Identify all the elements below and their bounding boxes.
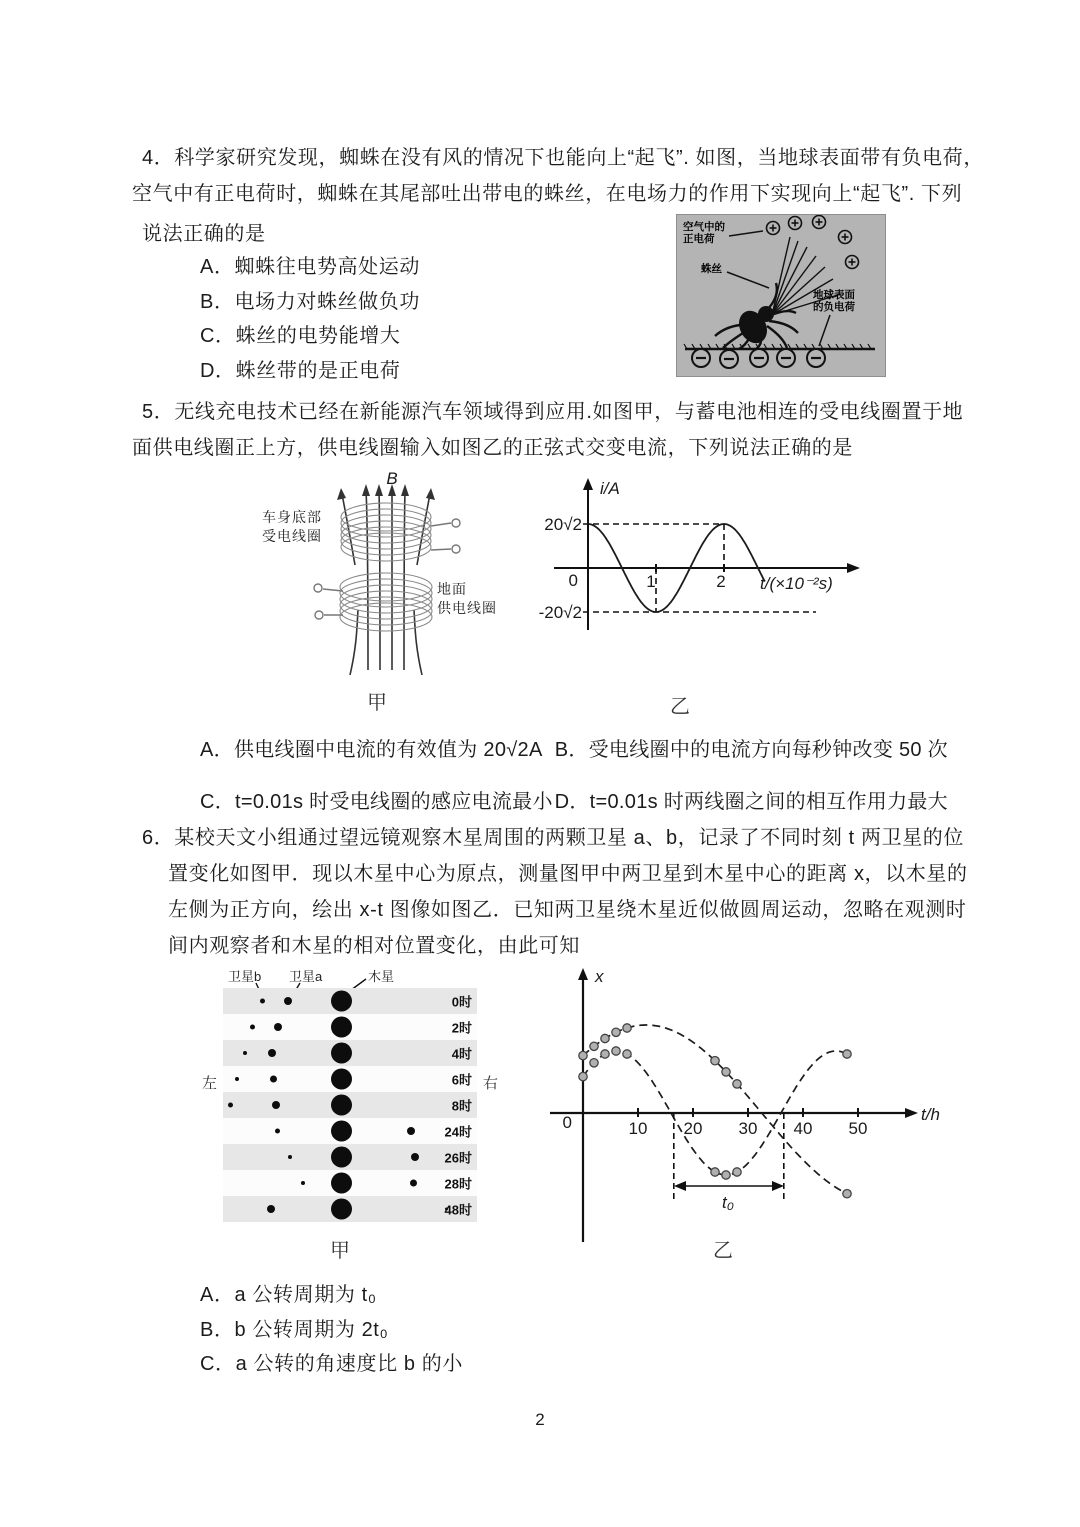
- option-b: B．b 公转周期为 2t₀: [200, 1318, 389, 1341]
- satellite-dot: [235, 1077, 239, 1081]
- time-label: 4时: [451, 1046, 472, 1062]
- observation-row: [223, 988, 477, 1014]
- y-axis-label: i/A: [600, 479, 620, 498]
- option-b: B．电场力对蛛丝做负功: [200, 290, 420, 313]
- observation-row: [223, 1144, 477, 1170]
- y-axis-arrow: [583, 478, 593, 490]
- data-point: [722, 1171, 730, 1179]
- x-axis-arrow: [847, 563, 860, 573]
- q6-figure-yi-caption: 乙: [713, 1240, 733, 1262]
- option-c: C．t=0.01s 时受电线圈的感应电流最小: [200, 791, 553, 813]
- satellite-dot: [250, 1025, 255, 1030]
- question-text-line: 说法正确的是: [142, 223, 266, 245]
- negative-charge-icon: [807, 349, 825, 367]
- x-tick-1: 1: [646, 572, 656, 591]
- jupiter-dot: [331, 1069, 352, 1090]
- satellite-dot: [270, 1076, 277, 1083]
- arrow-right: [772, 1181, 784, 1191]
- jupiter-dot: [331, 991, 352, 1012]
- observation-row: [223, 1092, 477, 1118]
- observation-row: [223, 1170, 477, 1196]
- observation-row: [223, 1118, 477, 1144]
- data-point: [590, 1042, 598, 1050]
- axes: [554, 486, 850, 630]
- option-d: D．t=0.01s 时两线圈之间的相互作用力最大: [554, 791, 948, 813]
- satellite-dot: [274, 1023, 282, 1031]
- data-point: [590, 1059, 598, 1067]
- option-a: A．供电线圈中电流的有效值为 20√2A: [200, 739, 543, 761]
- satellite-dot: [301, 1181, 305, 1185]
- option-a: A．蜘蛛往电势高处运动: [200, 256, 420, 278]
- question-4-options: [200, 250, 420, 388]
- satellite-dot: [243, 1051, 247, 1055]
- x-axis-arrow: [905, 1108, 918, 1118]
- data-point: [623, 1050, 631, 1058]
- question-5-options-row2: [200, 785, 948, 814]
- negative-charge-icon: [692, 349, 710, 367]
- ground-charge-label: 地球表面 的负电荷: [813, 289, 855, 313]
- x-tick-10: 10: [628, 1119, 648, 1138]
- page-number: 2: [535, 1410, 545, 1429]
- option-b: B．受电线圈中的电流方向每秒钟改变 50 次: [554, 739, 948, 761]
- x-tick-40: 40: [793, 1119, 813, 1138]
- x-tick-30: 30: [738, 1119, 758, 1138]
- negative-charge-icon: [777, 349, 795, 367]
- jupiter-dot: [331, 1017, 352, 1038]
- time-label: 24时: [444, 1124, 472, 1140]
- satellite-dot: [260, 999, 265, 1004]
- jupiter-label: 木星: [368, 969, 395, 984]
- jupiter-dot: [331, 1121, 352, 1142]
- data-point: [612, 1028, 620, 1036]
- positive-charge-icon: [789, 217, 802, 230]
- q4-spider-figure: [676, 214, 886, 377]
- time-label: 8时: [451, 1098, 472, 1114]
- leader-line: [819, 315, 830, 346]
- data-point: [612, 1047, 620, 1055]
- q5-figure-jia-caption: 甲: [367, 692, 387, 714]
- satellite-a-label: 卫星a: [289, 969, 323, 984]
- question-text-line: 置变化如图甲．现以木星中心为原点，测量图甲中两卫星到木星中心的距离 x，以木星的: [168, 863, 968, 885]
- question-5-options-row1: [200, 733, 948, 762]
- data-point: [711, 1057, 719, 1065]
- spider-icon: [715, 283, 798, 349]
- x-tick-2: 2: [716, 572, 726, 591]
- satellite-curves: [579, 1024, 851, 1198]
- observation-row: [223, 1196, 477, 1222]
- time-label: 2时: [451, 1020, 472, 1036]
- x-axis-label: t/(×10⁻²s): [760, 574, 833, 593]
- y-axis-label: x: [595, 967, 604, 986]
- jupiter-dot: [331, 1095, 352, 1116]
- x-tick-20: 20: [683, 1119, 703, 1138]
- jupiter-dot: [331, 1147, 352, 1168]
- q5-figure-yi-caption: 乙: [670, 696, 690, 718]
- leader-line: [729, 231, 763, 236]
- time-label: 0时: [451, 994, 472, 1010]
- time-label: 26时: [444, 1150, 472, 1166]
- field-label-B: B: [386, 470, 398, 488]
- coils: [340, 503, 432, 631]
- data-point: [843, 1050, 851, 1058]
- question-text-line: 4．科学家研究发现，蜘蛛在没有风的情况下也能向上“起飞”. 如图，当地球表面带有负电荷，: [142, 147, 984, 169]
- question-text-line: 6．某校天文小组通过望远镜观察木星周围的两颗卫星 a、b，记录了不同时刻 t 两卫星的位: [142, 827, 964, 849]
- question-text-line: 面供电线圈正上方，供电线圈输入如图乙的正弦式交变电流，下列说法正确的是: [132, 437, 853, 459]
- question-text-line: 5．无线充电技术已经在新能源汽车领域得到应用.如图甲，与蓄电池相连的受电线圈置于地: [142, 401, 964, 423]
- data-point: [623, 1024, 631, 1032]
- data-point: [722, 1068, 730, 1076]
- satellite-b-label: 卫星b: [228, 969, 262, 984]
- origin-label: 0: [562, 1113, 572, 1132]
- jupiter-dot: [331, 1043, 352, 1064]
- data-point: [733, 1168, 741, 1176]
- negative-charge-icon: [750, 349, 768, 367]
- question-6-text: [142, 820, 968, 964]
- negative-charge-icon: [720, 350, 738, 368]
- x-tick-50: 50: [848, 1119, 868, 1138]
- q6-xt-graph: [540, 962, 950, 1250]
- question-6-options: [200, 1278, 463, 1382]
- jupiter-dot: [331, 1199, 352, 1220]
- time-label: 48时: [444, 1202, 472, 1218]
- option-a: A．a 公转周期为 t₀: [200, 1284, 377, 1306]
- option-c: C．蛛丝的电势能增大: [200, 325, 401, 347]
- satellite-dot: [275, 1129, 280, 1134]
- arrow-left: [674, 1181, 686, 1191]
- satellite-dot: [267, 1205, 275, 1213]
- satellite-dot: [284, 997, 292, 1005]
- q6-observation-strip: [223, 988, 477, 1222]
- question-text-line: 空气中有正电荷时，蜘蛛在其尾部吐出带电的蛛丝，在电场力的作用下实现向上“起飞”. 下列: [132, 183, 963, 205]
- data-point: [601, 1034, 609, 1042]
- q5-current-graph: [520, 470, 920, 715]
- y-tick-neg: -20√2: [538, 603, 582, 622]
- observation-row: [223, 1066, 477, 1092]
- t0-label: t₀: [722, 1193, 734, 1212]
- data-point: [579, 1051, 587, 1059]
- satellite-dot: [288, 1155, 292, 1159]
- satellite-dot: [268, 1049, 276, 1057]
- positive-charge-icon: [767, 222, 780, 235]
- positive-charge-icon: [813, 216, 826, 229]
- q6-figure-jia-caption: 甲: [330, 1240, 350, 1262]
- jupiter-dot: [331, 1173, 352, 1194]
- satellite-dot: [272, 1101, 280, 1109]
- x-axis-label: t/h: [921, 1105, 940, 1124]
- data-point: [733, 1080, 741, 1088]
- question-5-text: [132, 394, 964, 466]
- satellite-dot: [228, 1103, 233, 1108]
- time-label: 28时: [444, 1176, 472, 1192]
- option-d: D．蛛丝带的是正电荷: [200, 359, 401, 382]
- data-point: [579, 1072, 587, 1080]
- positive-charge-icon: [839, 231, 852, 244]
- data-point: [843, 1190, 851, 1198]
- y-axis-arrow: [578, 968, 588, 980]
- time-label: 6时: [451, 1072, 472, 1088]
- question-text-line: 左侧为正方向，绘出 x-t 图像如图乙．已知两卫星绕木星近似做圆周运动，忽略在观测时: [168, 899, 967, 921]
- option-c: C．a 公转的角速度比 b 的小: [200, 1353, 463, 1375]
- receiving-coil-label: 车身底部 受电线圈: [262, 509, 322, 544]
- origin-label: 0: [568, 571, 578, 590]
- positive-charge-icon: [846, 256, 859, 269]
- satellite-dot: [411, 1153, 419, 1161]
- data-point: [711, 1168, 719, 1176]
- air-charge-label: 空气中的 正电荷: [683, 221, 725, 245]
- supply-coil-label: 地面 供电线圈: [437, 581, 497, 616]
- satellite-dot: [407, 1127, 415, 1135]
- y-tick-pos: 20√2: [544, 515, 582, 534]
- leader-line: [727, 272, 769, 288]
- question-text-line: 间内观察者和木星的相对位置变化，由此可知: [168, 935, 580, 957]
- observation-row: [223, 1040, 477, 1066]
- right-direction-label: 右: [483, 1075, 499, 1092]
- observation-row: [223, 1014, 477, 1040]
- satellite-dot: [410, 1180, 417, 1187]
- silk-label: 蛛丝: [701, 263, 722, 275]
- left-direction-label: 左: [202, 1075, 218, 1092]
- data-point: [601, 1050, 609, 1058]
